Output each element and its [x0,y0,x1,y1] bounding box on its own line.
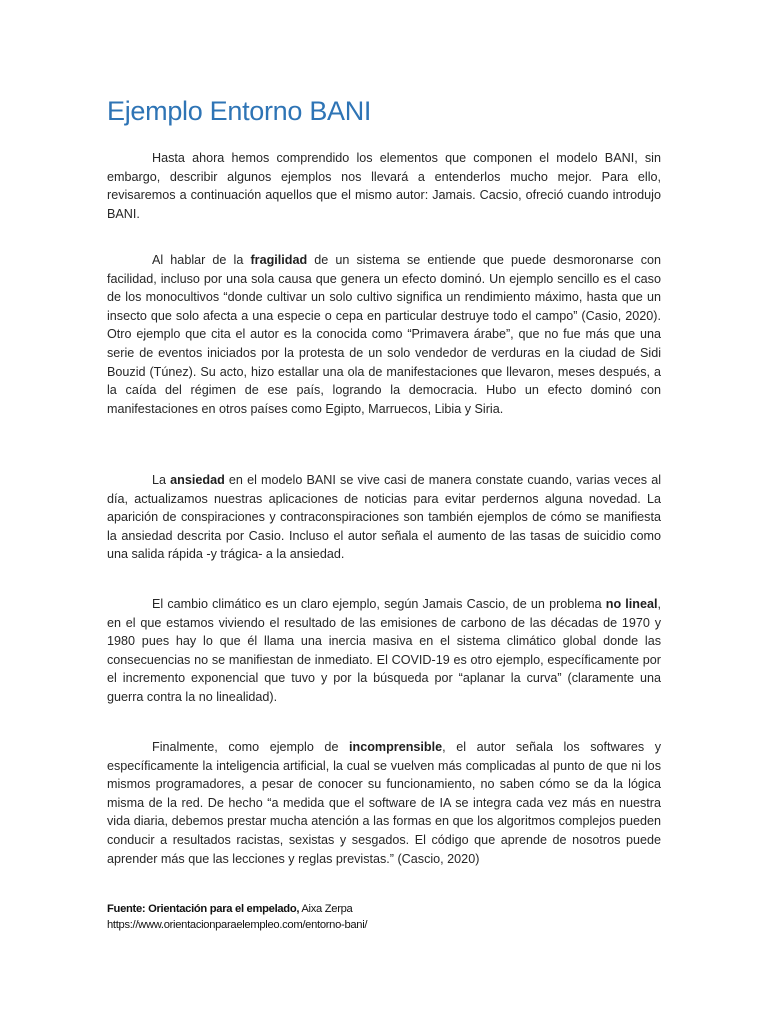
paragraph-incomprensible [107,738,661,868]
keyword-no-lineal: no lineal [605,597,658,611]
keyword-incomprensible: incomprensible [349,740,443,754]
paragraph-incomprensible-body: , el autor señala los softwares y específicamente la inteligencia artificial, la cual se vuelven más complicadas al punto de que ni los mismos programadores, a pesar de conocer su funcionamiento, no saben cómo se da la lógica misma de la red. De hecho “a medida que el software de IA se integra cada vez más en nuestra vida diaria, debemos prestar mucha atención a las formas en que los algoritmos complejos pueden conducir a resultados racistas, sexistas y sesgados. El código que aprende de nosotros puede aprender más que las lecciones y reglas previstas.” (Cascio, 2020) [107,740,661,866]
paragraph-fragilidad-body: de un sistema se entiende que puede desmoronarse con facilidad, incluso por una sola causa que genera un efecto dominó. Un ejemplo sencillo es el caso de los monocultivos “donde cultivar un solo cultivo significa un rendimiento máximo, hasta que un insecto que solo afecta a una especie o cepa en particular destruye todo el campo” (Casio, 2020). Otro ejemplo que cita el autor es la conocida como “Primavera árabe”, que no fue más que una serie de eventos iniciados por la protesta de un solo vendedor de verduras en la ciudad de Sidi Bouzid (Túnez). Su acto, hizo estallar una ola de manifestaciones que llevaron, meses después, a la caída del régimen de ese país, logrando la democracia. Hubo un efecto dominó con manifestaciones en otros países como Egipto, Marruecos, Libia y Siria. [107,253,662,416]
source-author: Aixa Zerpa [299,903,353,915]
source-citation [107,901,661,933]
source-line [107,901,661,917]
paragraph-no-lineal [107,595,661,707]
paragraph-ansiedad-body: en el modelo BANI se vive casi de manera constate cuando, varias veces al día, actualizamos nuestras aplicaciones de noticias para evitar perdernos alguna novedad. La aparición de conspiraciones y contraconspiraciones son también ejemplos de cómo se manifiesta la ansiedad descrita por Casio. Incluso el autor señala el aumento de las tasas de suicidio como una salida rápida -y trágica- a la ansiedad. [107,473,661,562]
paragraph-no-lineal-lead: El cambio climático es un claro ejemplo, según Jamais Cascio, de un problema [152,597,606,611]
keyword-ansiedad: ansiedad [170,473,225,487]
keyword-fragilidad: fragilidad [250,253,308,267]
paragraph-intro: Hasta ahora hemos comprendido los elementos que componen el modelo BANI, sin embargo, describir algunos ejemplos nos llevará a entenderlos mucho mejor. Para ello, revisaremos a continuación aquellos que el mismo autor: Jamais. Cacsio, ofreció cuando introdujo BANI. [107,151,661,221]
source-label: Fuente: Orientación para el empelado, [107,903,300,915]
paragraph-no-lineal-body: , en el que estamos viviendo el resultado de las emisiones de carbono de las décadas de 1970 y 1980 pues hay lo que él llama una inercia masiva en el sistema climático global donde las consecuencias no se manifiestan de inmediato. El COVID-19 es otro ejemplo, específicamente por el incremento exponencial que tuvo y por la búsqueda por “aplanar la curva” (claramente una guerra contra la no linealidad). [107,597,661,704]
paragraph-incomprensible-lead: Finalmente, como ejemplo de [152,740,350,754]
paragraph-fragilidad [107,251,661,418]
page-title: Ejemplo Entorno BANI [107,96,372,126]
document-page [107,96,662,931]
paragraph-ansiedad-lead: La [152,473,171,487]
source-url[interactable]: https://www.orientacionparaelempleo.com/entorno-bani/ [107,919,368,931]
paragraph-fragilidad-lead: Al hablar de la [152,253,251,267]
paragraph-ansiedad [107,471,661,564]
